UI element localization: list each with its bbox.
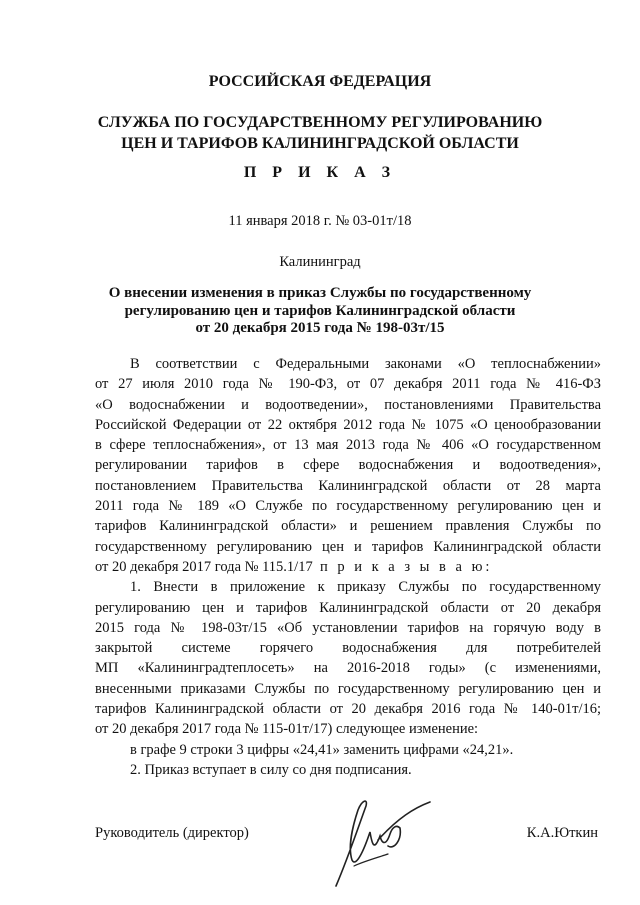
agency-heading-line-1: СЛУЖБА ПО ГОСУДАРСТВЕННОМУ РЕГУЛИРОВАНИЮ — [97, 114, 543, 131]
city: Калининград — [279, 254, 361, 270]
body-line: от 20 декабря 2017 года № 115.1/17 — [95, 558, 313, 575]
body-line-order — [95, 557, 601, 577]
body-line: закрытой системе горячего водоснабжения для потребителей — [95, 640, 601, 657]
body-line: МП «Калининградтеплосеть» на 2016-2018 годы» (с изменениями, — [95, 660, 601, 677]
subject-line-2: регулированию цен и тарифов Калининградской области — [124, 302, 516, 319]
body-line: от 27 июля 2010 года № 190-ФЗ, от 07 декабря 2011 года № 416-ФЗ — [95, 376, 601, 393]
body-line: от 20 декабря 2017 года № 115-01т/17) следующее изменение: — [95, 721, 479, 738]
body-line: в сфере теплоснабжения», от 13 мая 2013 года № 406 «О государственном — [95, 437, 601, 454]
body-line: регулированию цен и тарифов Калининградской области от 20 декабря — [95, 599, 601, 616]
agency-heading-line-2: ЦЕН И ТАРИФОВ КАЛИНИНГРАДСКОЙ ОБЛАСТИ — [121, 135, 519, 152]
body-line: тарифов Калининградской области от 20 декабря 2016 года № 140-01т/16; — [95, 701, 601, 718]
signatory-name: К.А.Юткин — [526, 825, 598, 841]
body-line: постановлением Правительства Калининградской области от 28 марта — [95, 477, 601, 494]
country-heading: РОССИЙСКАЯ ФЕДЕРАЦИЯ — [208, 73, 432, 90]
body-line: Российской Федерации от 22 октября 2012 года № 1075 «О ценообразовании — [95, 416, 601, 433]
body-line: В соответствии с Федеральными законами «О теплоснабжении» — [130, 356, 601, 372]
signature-image — [318, 788, 438, 898]
body-line: в графе 9 строки 3 цифры «24,41» заменить цифрами «24,21». — [130, 741, 514, 758]
order-word: п р и к а з ы в а ю: — [319, 558, 493, 575]
body-line: регулировании тарифов в сфере водоснабжения и водоотведения», — [95, 457, 601, 474]
document-type: П Р И К А З — [243, 164, 397, 181]
body-line: 2015 года № 198-03т/15 «Об установлении тарифов на горячую воду в — [95, 619, 601, 636]
signatory-position: Руководитель (директор) — [95, 825, 249, 841]
body-line: внесенными приказами Службы по государственному регулированию цен и — [95, 680, 601, 697]
body-line: тарифов Калининградской области» и решением правления Службы по — [95, 518, 601, 535]
body-line: государственному регулированию цен и тарифов Калининградской области — [95, 538, 601, 555]
body-line: 2. Приказ вступает в силу со дня подписания. — [130, 761, 412, 778]
document-subject — [0, 285, 640, 338]
subject-line-1: О внесении изменения в приказ Службы по государственному — [108, 285, 532, 301]
agency-heading — [0, 112, 640, 154]
subject-line-3: от 20 декабря 2015 года № 198-03т/15 — [195, 320, 445, 336]
date-number: 11 января 2018 г. № 03-01т/18 — [228, 213, 412, 229]
body-line: 2011 года № 189 «О Службе по государственному регулированию цен и — [95, 498, 601, 515]
document-body — [95, 354, 601, 780]
body-line: 1. Внести в приложение к приказу Службы по государственному — [130, 579, 601, 596]
body-line: «О водоснабжении и водоотведении», постановлениями Правительства — [95, 396, 601, 413]
